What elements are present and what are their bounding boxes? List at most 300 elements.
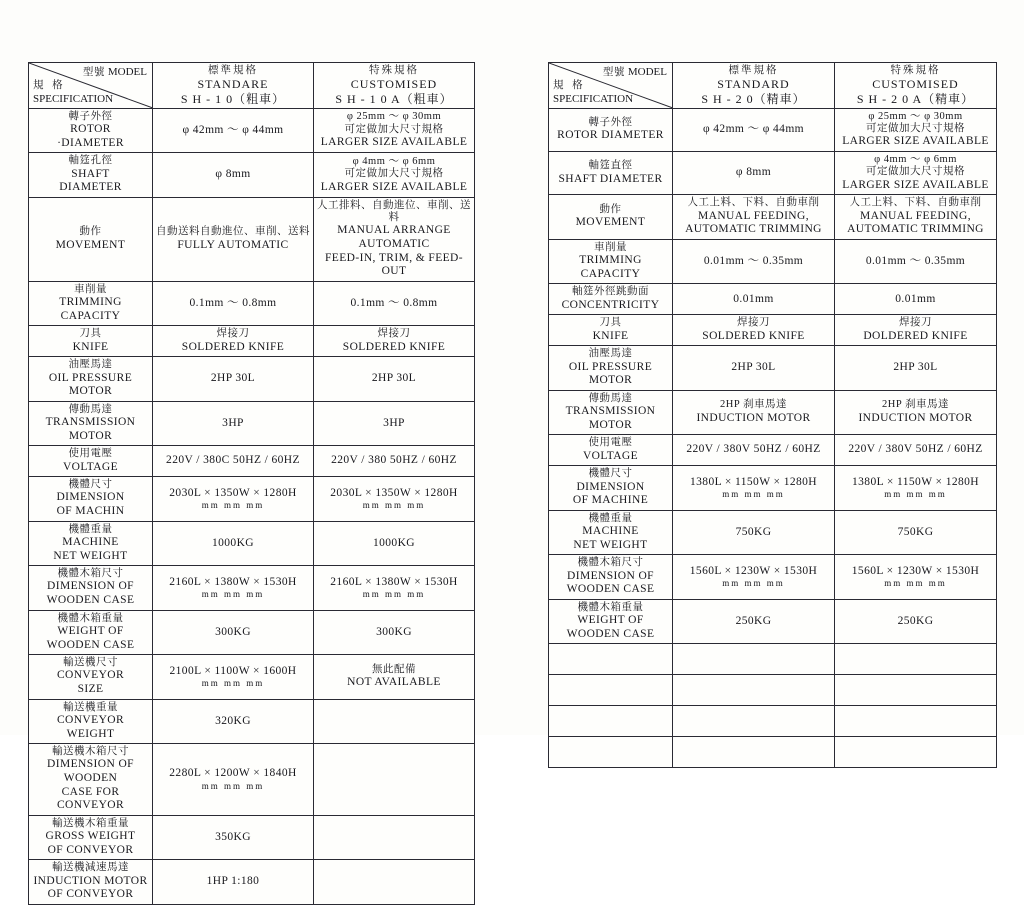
row-label-en2: OF CONVEYOR xyxy=(47,843,134,856)
table-a-body xyxy=(29,63,475,905)
table-header-row xyxy=(549,63,997,109)
row-label-cn: 轉子外徑 xyxy=(588,116,633,128)
value-cell-standard xyxy=(153,655,314,700)
value-en: SOLDERED KNIFE xyxy=(702,329,805,342)
value-cell-customised xyxy=(835,599,997,644)
row-label-en: CONVEYOR xyxy=(56,713,125,726)
row-label-en2: OF MACHINE xyxy=(572,494,649,507)
table-row xyxy=(29,281,475,326)
value-cell-standard xyxy=(673,510,835,555)
row-label-cell xyxy=(549,152,673,195)
value-en: FULLY AUTOMATIC xyxy=(177,238,289,251)
corner-spec-label: 規 格 SPECIFICATION xyxy=(553,80,634,105)
value-cell-standard xyxy=(153,610,314,655)
value-en: 2HP 30L xyxy=(371,372,417,385)
value-en: φ 42mm ～ φ 44mm xyxy=(702,123,805,136)
value-en: NOT AVAILABLE xyxy=(347,676,441,689)
value-cn2: 可定做加大尺寸規格 xyxy=(866,123,965,135)
row-label-cell xyxy=(29,153,153,198)
row-label-cn: 機體尺寸 xyxy=(68,479,113,491)
row-label-en2: ·DIAMETER xyxy=(57,136,124,149)
value-cell-customised xyxy=(314,860,475,905)
row-label-cn: 輸送機木箱重量 xyxy=(52,817,129,829)
value-units: mm mm mm xyxy=(362,500,426,511)
value-units: mm mm mm xyxy=(884,578,947,589)
row-label-en: KNIFE xyxy=(72,340,109,353)
value-cell-standard xyxy=(673,390,835,435)
column-header-standard xyxy=(673,63,835,109)
row-label-cell xyxy=(549,737,673,768)
table-row xyxy=(549,510,997,555)
value-cn2: 可定做加大尺寸規格 xyxy=(344,123,444,135)
row-label-cn: 油壓馬達 xyxy=(68,359,113,371)
row-label-en: MACHINE xyxy=(582,525,639,537)
row-label-cell xyxy=(549,555,673,600)
value-cell-standard xyxy=(153,446,314,477)
row-label-en: SHAFT DIAMETER xyxy=(558,172,663,185)
row-label-cn: 刀具 xyxy=(599,317,622,329)
row-label-cell xyxy=(29,108,153,153)
value-cell-customised xyxy=(314,744,475,816)
value-cell-customised xyxy=(835,675,997,706)
value-en: 300KG xyxy=(376,625,412,638)
value-en: MANUAL ARRANGE AUTOMATIC xyxy=(337,224,451,250)
row-label-cn: 車削量 xyxy=(594,241,627,253)
row-label-cell xyxy=(549,108,673,151)
value-en: 0.1mm ～ 0.8mm xyxy=(189,296,277,309)
row-label-cn: 動作 xyxy=(79,226,102,238)
row-label-cell xyxy=(549,239,673,284)
value-cell-standard xyxy=(153,744,314,816)
value-cell-standard xyxy=(153,521,314,566)
row-label-cn: 機體重量 xyxy=(68,523,113,535)
value-en: 2160L × 1380W × 1530H xyxy=(169,575,297,588)
value-cn: φ 4mm ～ φ 6mm xyxy=(352,155,436,167)
row-label-cell xyxy=(549,510,673,555)
row-label-en: DIMENSION OF xyxy=(567,569,654,582)
column-header-model: S H - 1 0（粗車） xyxy=(180,91,286,106)
table-row xyxy=(29,566,475,611)
value-cell-standard xyxy=(153,699,314,744)
row-label-cell xyxy=(549,644,673,675)
value-cell-customised xyxy=(314,281,475,326)
table-row xyxy=(29,699,475,744)
table-row xyxy=(549,315,997,346)
value-cell-standard xyxy=(153,566,314,611)
value-cell-standard xyxy=(673,315,835,346)
table-row xyxy=(549,152,997,195)
table-row xyxy=(549,555,997,600)
column-header-standard xyxy=(153,63,314,109)
value-cell-standard xyxy=(153,108,314,153)
value-cn: 焊接刀 xyxy=(737,317,770,329)
value-cell-customised xyxy=(314,357,475,402)
row-label-en2: NET WEIGHT xyxy=(573,538,648,551)
value-cn2: 可定做加大尺寸規格 xyxy=(344,168,444,180)
value-cell-customised xyxy=(314,815,475,860)
table-row xyxy=(29,401,475,446)
row-label-cn: 輸送機重量 xyxy=(63,701,118,713)
table-row xyxy=(549,239,997,284)
value-en: 220V / 380 50HZ / 60HZ xyxy=(331,454,457,467)
value-cell-customised xyxy=(314,521,475,566)
value-units: mm mm mm xyxy=(722,489,785,500)
row-label-en: KNIFE xyxy=(592,329,629,342)
row-label-en: SHAFT xyxy=(71,167,110,180)
row-label-cn: 機體木箱重量 xyxy=(577,601,644,613)
row-label-cell xyxy=(549,346,673,391)
value-cell-standard xyxy=(153,401,314,446)
value-en: LARGER SIZE AVAILABLE xyxy=(320,180,468,193)
value-cell-customised xyxy=(835,737,997,768)
value-en: 3HP xyxy=(383,416,405,429)
value-en: 0.01mm xyxy=(733,292,774,305)
row-label-cn: 傳動馬達 xyxy=(68,403,113,415)
value-cell-standard xyxy=(673,466,835,511)
row-label-en2: MOTOR xyxy=(588,418,633,431)
value-cell-standard xyxy=(153,815,314,860)
value-units: mm mm mm xyxy=(722,578,785,589)
table-row xyxy=(29,477,475,522)
value-en: 1380L × 1150W × 1280H xyxy=(690,475,817,488)
value-cell-standard xyxy=(673,435,835,466)
table-row-empty xyxy=(549,706,997,737)
row-label-cn: 機體重量 xyxy=(588,512,633,524)
row-label-en: OIL PRESSURE xyxy=(568,360,653,373)
table-row xyxy=(549,435,997,466)
value-cell-standard xyxy=(153,197,314,281)
value-cell-standard xyxy=(153,281,314,326)
value-cn2: 可定做加大尺寸規格 xyxy=(866,166,965,178)
row-label-en: ROTOR DIAMETER xyxy=(557,129,664,142)
value-cn: 人工排料、自動進位、車削、送料 xyxy=(317,199,471,224)
value-cn: 2HP 刹車馬達 xyxy=(882,399,949,411)
row-label-cn: 機體木箱尺寸 xyxy=(57,568,124,580)
table-row xyxy=(29,744,475,816)
value-cell-customised xyxy=(314,326,475,357)
value-en: LARGER SIZE AVAILABLE xyxy=(320,136,468,149)
row-label-cell xyxy=(29,699,153,744)
value-cn: 2HP 刹車馬達 xyxy=(720,399,787,411)
table-row xyxy=(29,153,475,198)
row-label-cell xyxy=(549,315,673,346)
row-label-cn: 輸送機木箱尺寸 xyxy=(52,746,129,758)
value-cell-customised xyxy=(835,284,997,315)
row-label-en2: WOODEN CASE xyxy=(46,638,135,651)
value-en: 300KG xyxy=(215,625,251,638)
row-label-cn: 轉子外徑 xyxy=(68,110,113,122)
value-cell-standard xyxy=(153,357,314,402)
value-units: mm mm mm xyxy=(201,780,265,791)
row-label-cell xyxy=(29,281,153,326)
row-label-en2: CASE FOR CONVEYOR xyxy=(56,785,125,812)
value-cn: 人工上料、下料、自動車削 xyxy=(849,197,982,209)
value-cell-customised xyxy=(835,152,997,195)
table-row xyxy=(549,195,997,240)
row-label-en: MACHINE xyxy=(62,535,119,548)
table-row xyxy=(29,108,475,153)
value-cell-customised xyxy=(835,555,997,600)
value-cell-customised xyxy=(835,346,997,391)
value-cell-standard xyxy=(673,195,835,240)
row-label-en: WEIGHT OF xyxy=(57,624,124,637)
row-label-en2: OF MACHIN xyxy=(56,505,125,517)
row-label-cell xyxy=(29,566,153,611)
table-row-empty xyxy=(549,737,997,768)
row-label-cell xyxy=(29,326,153,357)
value-cell-customised xyxy=(835,315,997,346)
value-en: 3HP xyxy=(222,416,244,429)
row-label-en: TRANSMISSION xyxy=(565,405,656,418)
table-row xyxy=(29,655,475,700)
row-label-cell xyxy=(29,197,153,281)
value-en: 220V / 380V 50HZ / 60HZ xyxy=(686,443,821,456)
column-header-customised xyxy=(835,63,997,109)
row-label-cn: 機體尺寸 xyxy=(588,468,633,480)
value-cn: 自動送料自動進位、車削、送料 xyxy=(156,226,310,238)
value-en: 1HP 1:180 xyxy=(206,875,260,888)
table-row xyxy=(29,446,475,477)
value-en: 220V / 380C 50HZ / 60HZ xyxy=(166,454,300,467)
row-label-en: TRIMMING xyxy=(59,296,122,309)
row-label-en: VOLTAGE xyxy=(62,460,119,473)
row-label-en2: DIAMETER xyxy=(59,181,122,194)
value-en: MANUAL FEEDING, xyxy=(698,209,809,222)
value-cell-customised xyxy=(314,566,475,611)
value-cell-standard xyxy=(673,239,835,284)
value-cell-customised xyxy=(314,446,475,477)
row-label-en2: WOODEN CASE xyxy=(566,583,655,596)
value-en: 2100L × 1100W × 1600H xyxy=(169,664,297,677)
value-cell-customised xyxy=(314,655,475,700)
value-cell-customised xyxy=(314,699,475,744)
column-header-customised xyxy=(314,63,475,109)
row-label-en: CONVEYOR xyxy=(56,669,125,682)
table-row xyxy=(549,599,997,644)
table-header-row xyxy=(29,63,475,109)
value-en: 750KG xyxy=(735,525,772,538)
row-label-cell xyxy=(29,521,153,566)
value-cell-standard xyxy=(673,152,835,195)
value-cn: 無此配備 xyxy=(372,663,416,675)
row-label-cell xyxy=(549,599,673,644)
value-en: 2HP 30L xyxy=(210,372,256,385)
row-label-cn: 車削量 xyxy=(74,283,107,295)
row-label-cn: 刀具 xyxy=(79,328,102,340)
value-en: φ 8mm xyxy=(215,168,251,181)
row-label-en2: OF CONVEYOR xyxy=(47,888,134,901)
row-label-en2: MOTOR xyxy=(68,385,113,398)
value-cn: 焊接刀 xyxy=(377,328,411,340)
column-header-en: CUSTOMISED xyxy=(350,77,438,92)
row-label-cell xyxy=(29,401,153,446)
value-cell-customised xyxy=(314,197,475,281)
value-cell-standard xyxy=(153,326,314,357)
row-label-en2: CAPACITY xyxy=(580,267,641,280)
value-en: 220V / 380V 50HZ / 60HZ xyxy=(848,443,983,456)
value-cell-standard xyxy=(673,555,835,600)
value-cell-standard xyxy=(673,706,835,737)
row-label-en2: WOODEN CASE xyxy=(46,594,135,606)
value-en: φ 8mm xyxy=(735,166,772,179)
value-en2: AUTOMATIC TRIMMING xyxy=(685,223,822,236)
row-label-cn: 軸筳直徑 xyxy=(588,160,633,172)
table-row-empty xyxy=(549,675,997,706)
value-cell-customised xyxy=(314,610,475,655)
value-en: 1560L × 1230W × 1530H xyxy=(689,564,818,577)
value-cell-standard xyxy=(673,737,835,768)
value-cell-standard xyxy=(673,284,835,315)
column-header-model: S H - 1 0 A（粗車） xyxy=(335,91,453,106)
table-row xyxy=(29,610,475,655)
value-en: 250KG xyxy=(897,614,934,627)
value-en: 1380L × 1150W × 1280H xyxy=(852,475,979,488)
value-cell-customised xyxy=(835,239,997,284)
table-row xyxy=(549,284,997,315)
row-label-cn: 軸筳外徑跳動面 xyxy=(572,286,649,298)
value-en: DOLDERED KNIFE xyxy=(863,329,968,342)
row-label-cell xyxy=(549,435,673,466)
value-en: φ 42mm ～ φ 44mm xyxy=(182,123,284,136)
corner-model-label: 型號 MODEL xyxy=(82,66,147,78)
table-row xyxy=(29,197,475,281)
row-label-cell xyxy=(549,195,673,240)
column-header-cn: 特殊規格 xyxy=(369,65,419,76)
value-cn: 人工上料、下料、自動車削 xyxy=(687,197,820,209)
value-en2: FEED-IN, TRIM, & FEED-OUT xyxy=(325,251,463,278)
row-label-en: DIMENSION xyxy=(576,480,645,493)
table-row xyxy=(549,390,997,435)
value-cell-customised xyxy=(835,510,997,555)
row-label-cn: 機體木箱尺寸 xyxy=(577,557,644,569)
row-label-cell xyxy=(549,675,673,706)
value-units: mm mm mm xyxy=(201,678,265,689)
row-label-en: WEIGHT OF xyxy=(577,614,644,626)
row-label-cell xyxy=(29,446,153,477)
value-units: mm mm mm xyxy=(201,589,265,600)
value-units: mm mm mm xyxy=(362,589,426,600)
value-en: 0.01mm ～ 0.35mm xyxy=(865,254,966,267)
column-header-model: S H - 2 0 A（精車） xyxy=(856,91,975,106)
value-en: INDUCTION MOTOR xyxy=(858,411,973,424)
row-label-cell xyxy=(29,744,153,816)
column-header-en: STANDARE xyxy=(197,77,269,92)
corner-header-cell xyxy=(29,63,153,109)
value-en: 0.01mm ～ 0.35mm xyxy=(703,254,804,267)
column-header-model: S H - 2 0（精車） xyxy=(701,91,806,106)
row-label-cell xyxy=(549,390,673,435)
table-row xyxy=(29,521,475,566)
row-label-en2: WEIGHT xyxy=(66,727,115,740)
row-label-cell xyxy=(29,477,153,522)
table-row xyxy=(29,860,475,905)
row-label-cell xyxy=(29,357,153,402)
value-cell-customised xyxy=(835,435,997,466)
row-label-en: OIL PRESSURE xyxy=(48,371,133,384)
value-en: 1560L × 1230W × 1530H xyxy=(851,564,980,577)
table-row xyxy=(549,108,997,151)
row-label-cn: 傳動馬達 xyxy=(588,392,633,404)
row-label-cn: 使用電壓 xyxy=(588,437,633,449)
row-label-en2: CAPACITY xyxy=(60,309,121,322)
column-header-cn: 特殊規格 xyxy=(890,65,941,76)
value-en: 2160L × 1380W × 1530H xyxy=(330,575,458,588)
value-en: 250KG xyxy=(735,614,772,627)
corner-model-label: 型號 MODEL xyxy=(602,66,667,78)
value-en: SOLDERED KNIFE xyxy=(342,340,446,353)
value-cell-standard xyxy=(673,599,835,644)
value-cell-customised xyxy=(835,195,997,240)
corner-spec-label: 規 格 SPECIFICATION xyxy=(33,80,114,105)
row-label-cell xyxy=(549,706,673,737)
row-label-en2: WOODEN CASE xyxy=(566,627,655,640)
row-label-en2: NET WEIGHT xyxy=(53,549,128,562)
row-label-cell xyxy=(29,860,153,905)
row-label-cn: 動作 xyxy=(599,204,622,216)
row-label-cn: 機體木箱重量 xyxy=(57,612,124,624)
value-en: 2030L × 1350W × 1280H xyxy=(169,486,297,499)
column-header-en: CUSTOMISED xyxy=(872,77,959,92)
corner-header-cell xyxy=(549,63,673,109)
value-cell-customised xyxy=(835,108,997,151)
value-en: 1000KG xyxy=(372,536,415,549)
table-row xyxy=(549,466,997,511)
value-cn: 焊接刀 xyxy=(216,328,250,340)
value-units: mm mm mm xyxy=(201,500,265,511)
value-cell-customised xyxy=(835,644,997,675)
row-label-en: DIMENSION OF WOODEN xyxy=(47,758,134,784)
value-cell-standard xyxy=(673,675,835,706)
value-en: 320KG xyxy=(215,714,251,727)
table-row xyxy=(549,346,997,391)
value-en: INDUCTION MOTOR xyxy=(696,411,811,424)
value-cn: φ 25mm ～ φ 30mm xyxy=(868,110,963,122)
row-label-en2: MOTOR xyxy=(68,429,113,442)
row-label-en: INDUCTION MOTOR xyxy=(33,874,148,887)
value-cn: 焊接刀 xyxy=(899,317,932,329)
row-label-cell xyxy=(29,815,153,860)
row-label-en: TRANSMISSION xyxy=(45,416,136,428)
row-label-en: DIMENSION OF xyxy=(47,580,134,593)
value-cell-customised xyxy=(314,153,475,198)
row-label-cell xyxy=(549,284,673,315)
value-cell-customised xyxy=(314,477,475,522)
value-cell-standard xyxy=(673,108,835,151)
value-en: 2HP 30L xyxy=(731,361,776,374)
value-en: 0.1mm ～ 0.8mm xyxy=(350,296,438,309)
row-label-en: MOVEMENT xyxy=(55,238,126,251)
row-label-en: GROSS WEIGHT xyxy=(45,830,136,843)
value-en2: AUTOMATIC TRIMMING xyxy=(847,223,984,236)
value-cn: φ 25mm ～ φ 30mm xyxy=(346,111,442,123)
row-label-en: TRIMMING xyxy=(579,254,642,267)
value-cell-standard xyxy=(673,346,835,391)
value-en: LARGER SIZE AVAILABLE xyxy=(842,135,989,148)
value-en: SOLDERED KNIFE xyxy=(181,340,285,353)
row-label-cn: 使用電壓 xyxy=(68,448,113,460)
value-cell-customised xyxy=(835,390,997,435)
row-label-cn: 輸送機尺寸 xyxy=(63,657,118,669)
row-label-en2: SIZE xyxy=(77,683,104,695)
row-label-cn: 油壓馬達 xyxy=(588,348,633,360)
row-label-cell xyxy=(29,655,153,700)
table-b-body xyxy=(549,63,997,768)
value-cell-standard xyxy=(153,860,314,905)
value-en: 2280L × 1200W × 1840H xyxy=(169,767,297,780)
value-cell-standard xyxy=(153,477,314,522)
row-label-cn: 軸筳孔徑 xyxy=(68,155,113,167)
value-cell-customised xyxy=(314,401,475,446)
